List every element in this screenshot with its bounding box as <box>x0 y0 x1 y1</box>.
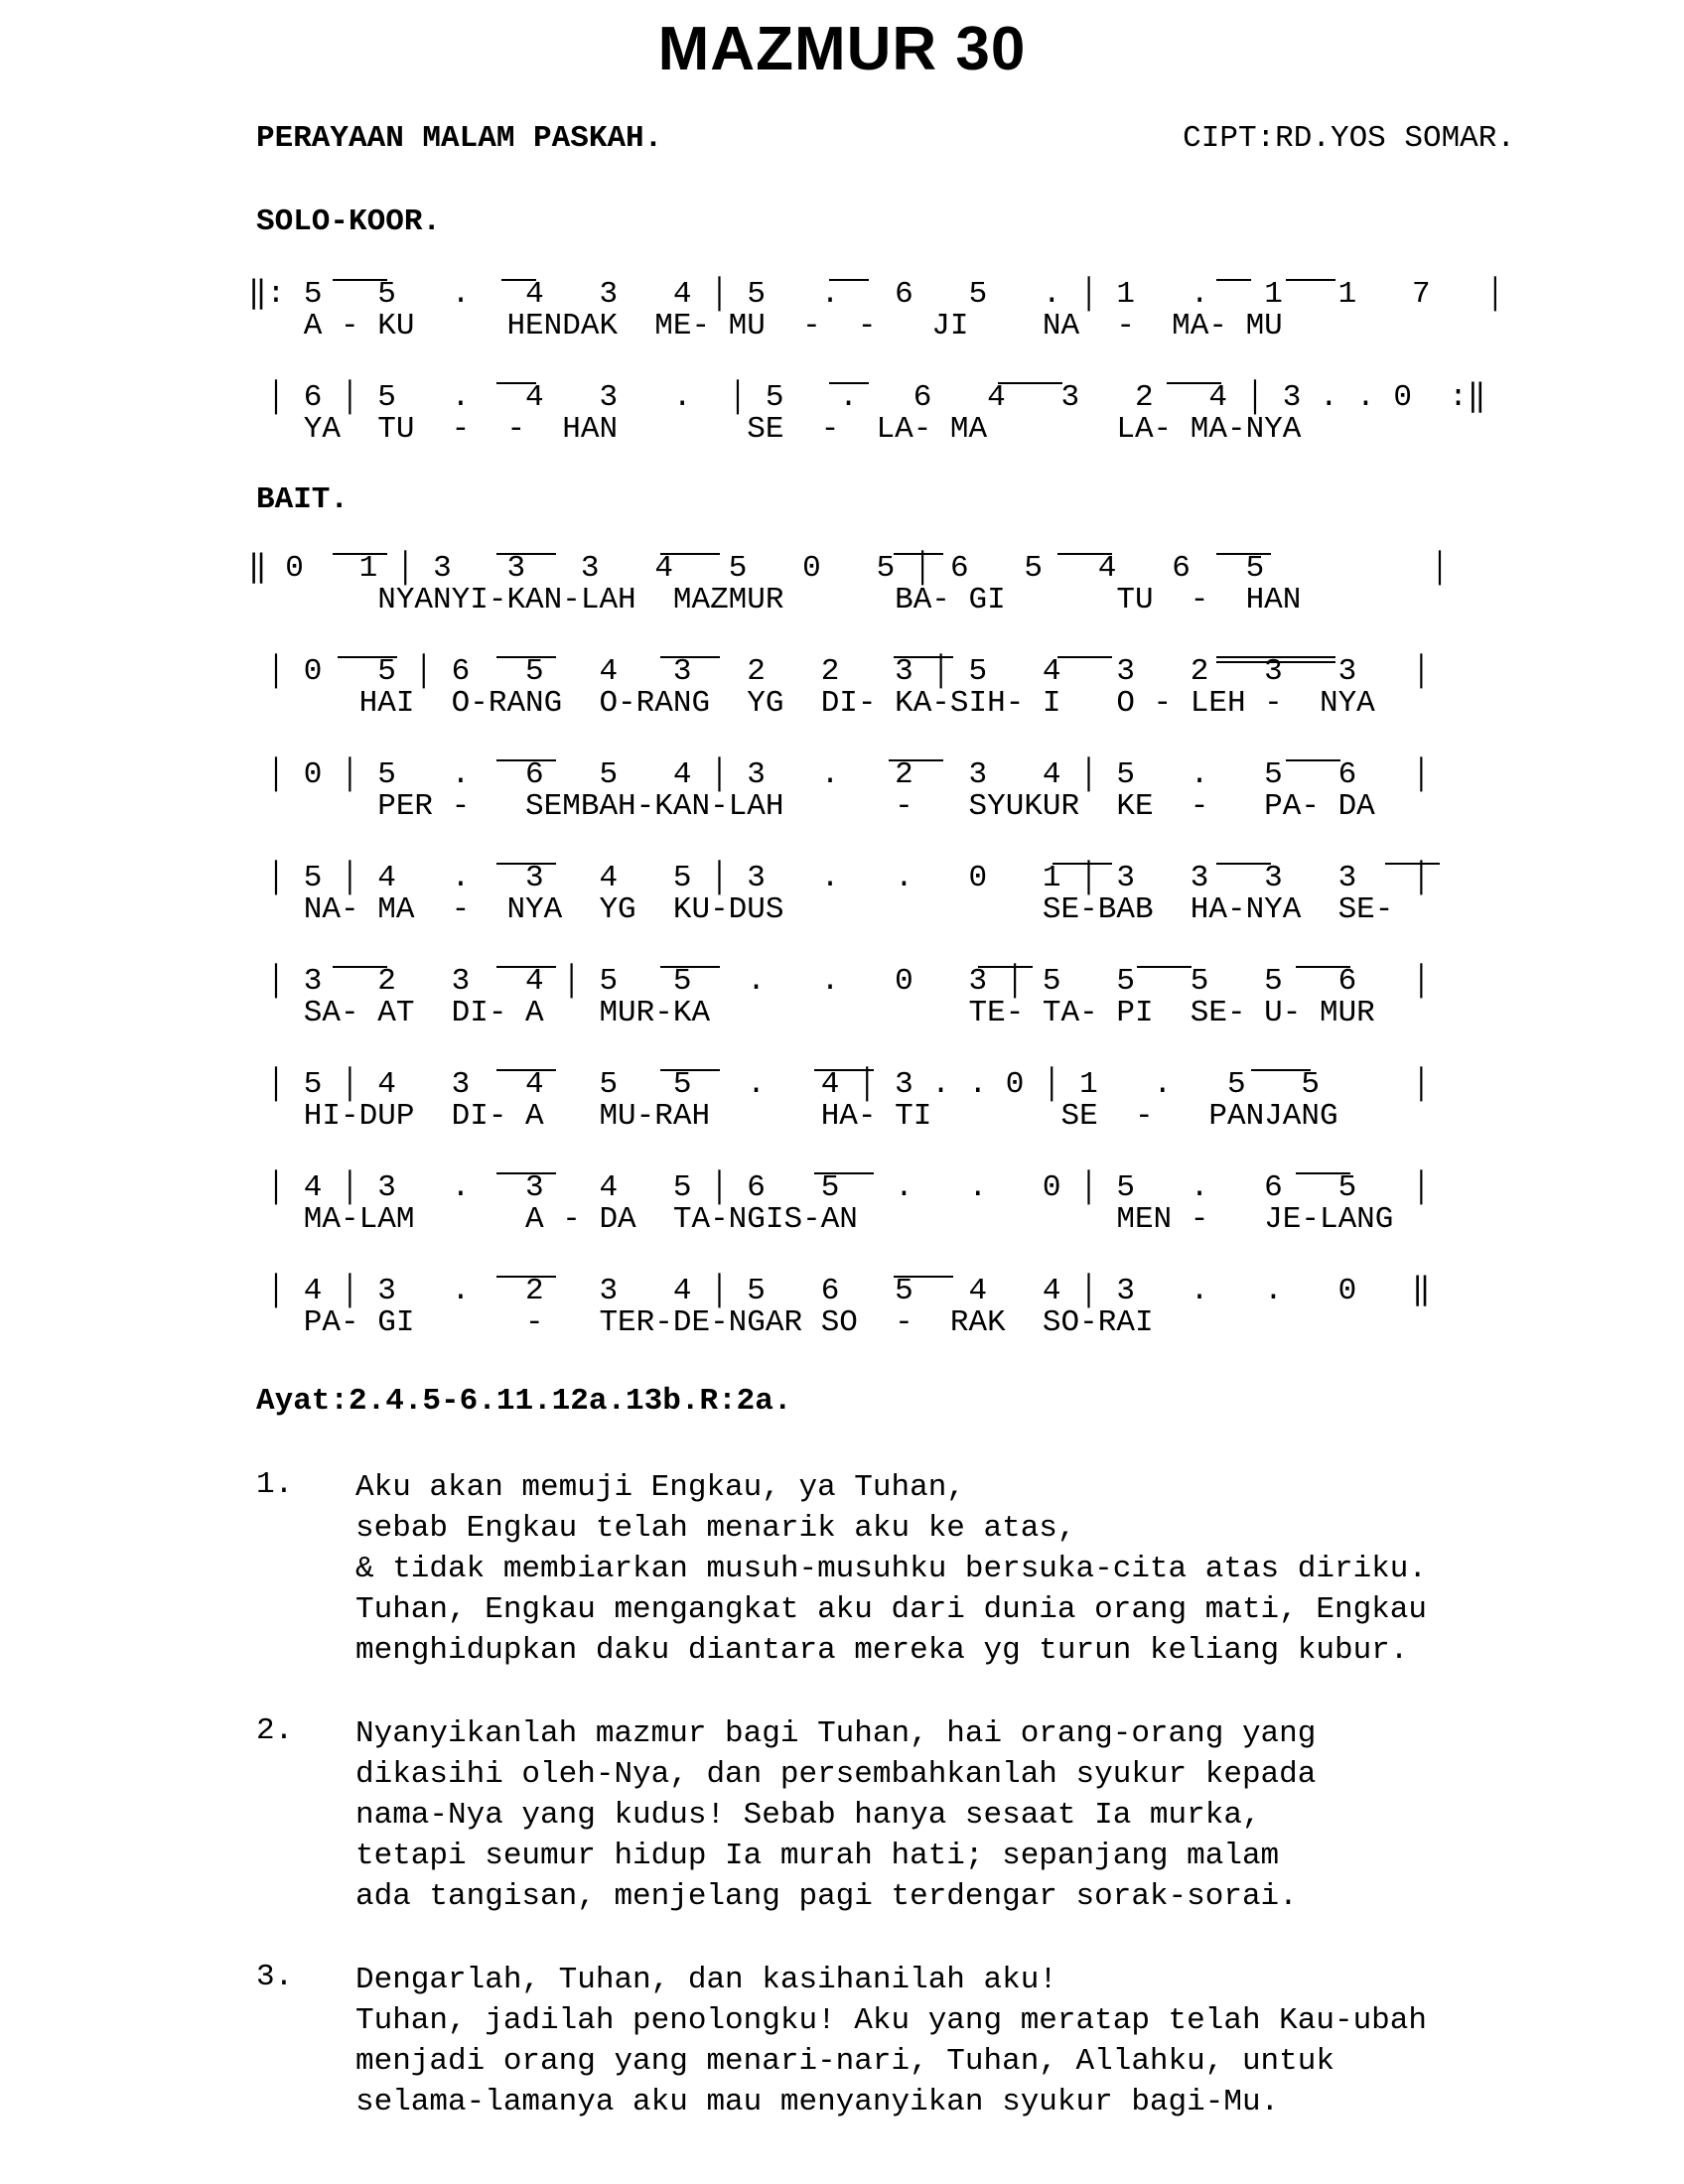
verse-row <box>248 1056 1529 1152</box>
lyrics-line: NA- MA - NYA YG KU-DUS SE-BAB HA-NYA SE- <box>248 892 1394 927</box>
composer-credit: CIPT:RD.YOS SOMAR. <box>1183 121 1515 156</box>
refrain-row <box>248 266 1529 361</box>
stanza-line: & tidak membiarkan musuh-musuhku bersuka-cita atas diriku. <box>355 1552 1427 1586</box>
lyrics-line: HI-DUP DI- A MU-RAH HA- TI SE - PANJANG <box>248 1099 1338 1134</box>
notes-line: │ 0 │ 5 . 6 5 4 │ 3 . 2 3 4 │ 5 . 5 6 │ <box>248 757 1431 792</box>
stanza-line: menghidupkan daku diantara mereka yg turun keliang kubur. <box>355 1633 1409 1668</box>
verse-row <box>248 747 1529 842</box>
lyrics-line: PA- GI - TER-DE-NGAR SO - RAK SO-RAI <box>248 1305 1154 1340</box>
verse-row <box>248 643 1529 739</box>
stanza-number: 2. <box>256 1713 294 1748</box>
stanza-line: ada tangisan, menjelang pagi terdengar sorak-sorai. <box>355 1879 1298 1914</box>
stanza-line: Dengarlah, Tuhan, dan kasihanilah aku! <box>355 1963 1057 1997</box>
verse-reference: Ayat:2.4.5-6.11.12a.13b.R:2a. <box>256 1384 792 1419</box>
verse-row <box>248 1160 1529 1255</box>
stanza-text <box>355 1467 1427 1671</box>
notes-line: │ 4 │ 3 . 3 4 5 │ 6 5 . . 0 │ 5 . 6 5 │ <box>248 1170 1431 1205</box>
verse-row <box>248 953 1529 1048</box>
verse-label: BAIT. <box>256 482 350 517</box>
stanza-line: tetapi seumur hidup Ia murah hati; sepanjang malam <box>355 1839 1280 1873</box>
refrain-row <box>248 369 1529 465</box>
notes-line: │ 3 2 3 4 │ 5 5 . . 0 3 │ 5 5 5 5 6 │ <box>248 964 1431 999</box>
stanza-line: selama-lamanya aku mau menyanyikan syukur bagi-Mu. <box>355 2085 1280 2119</box>
stanza-line: dikasihi oleh-Nya, dan persembahkanlah syukur kepada <box>355 1757 1317 1792</box>
lyrics-line: HAI O-RANG O-RANG YG DI- KA-SIH- I O - LEH - NYA <box>248 686 1375 721</box>
stanza-line: nama-Nya yang kudus! Sebab hanya sesaat Ia murka, <box>355 1798 1261 1833</box>
stanza-text <box>355 1713 1316 1917</box>
notes-line: │ 5 │ 4 . 3 4 5 │ 3 . . 0 1 │ 3 3 3 3 │ <box>248 861 1431 895</box>
verse-row <box>248 540 1529 635</box>
stanza-number: 3. <box>256 1960 294 1994</box>
lyrics-line: A - KU HENDAK ME- MU - - JI NA - MA- MU <box>248 309 1283 343</box>
notes-line: │ 4 │ 3 . 2 3 4 │ 5 6 5 4 4 │ 3 . . 0 ‖ <box>248 1274 1431 1308</box>
stanza-number: 1. <box>256 1467 294 1502</box>
lyrics-line: SA- AT DI- A MUR-KA TE- TA- PI SE- U- MUR <box>248 996 1375 1030</box>
stanza-text <box>355 1960 1427 2122</box>
stanza-line: Nyanyikanlah mazmur bagi Tuhan, hai orang-orang yang <box>355 1716 1317 1751</box>
stanza-line: Tuhan, Engkau mengangkat aku dari dunia orang mati, Engkau <box>355 1592 1427 1627</box>
stanza-line: menjadi orang yang menari-nari, Tuhan, Allahku, untuk <box>355 2044 1334 2079</box>
notes-line: │ 5 │ 4 3 4 5 5 . 4 │ 3 . . 0 │ 1 . 5 5 │ <box>248 1067 1431 1102</box>
verse-row <box>248 1263 1529 1358</box>
notes-line: ‖ 0 1 │ 3 3 3 4 5 0 5 │ 6 5 4 6 5 │ <box>248 551 1450 586</box>
occasion-label: PERAYAAN MALAM PASKAH. <box>256 121 663 156</box>
stanza-line: Tuhan, jadilah penolongku! Aku yang meratap telah Kau-ubah <box>355 2003 1427 2038</box>
notes-line: │ 0 5 │ 6 5 4 3 2 2 3 │ 5 4 3 2 3 3 │ <box>248 654 1431 689</box>
stanza-line: Aku akan memuji Engkau, ya Tuhan, <box>355 1470 965 1505</box>
page-title: MAZMUR 30 <box>657 15 1027 83</box>
lyrics-line: PER - SEMBAH-KAN-LAH - SYUKUR KE - PA- DA <box>248 789 1375 824</box>
lyrics-line: NYANYI-KAN-LAH MAZMUR BA- GI TU - HAN <box>248 583 1302 617</box>
refrain-label: SOLO-KOOR. <box>256 205 442 239</box>
verse-row <box>248 850 1529 945</box>
stanza-line: sebab Engkau telah menarik aku ke atas, <box>355 1511 1076 1546</box>
notes-line: ‖: 5 5 . 4 3 4 │ 5 . 6 5 . │ 1 . 1 1 7 │ <box>248 277 1505 312</box>
lyrics-line: MA-LAM A - DA TA-NGIS-AN MEN - JE-LANG <box>248 1202 1394 1237</box>
notes-line: │ 6 │ 5 . 4 3 . │ 5 . 6 4 3 2 4 │ 3 . . 0 :‖ <box>248 380 1486 415</box>
lyrics-line: YA TU - - HAN SE - LA- MA LA- MA-NYA <box>248 412 1302 447</box>
